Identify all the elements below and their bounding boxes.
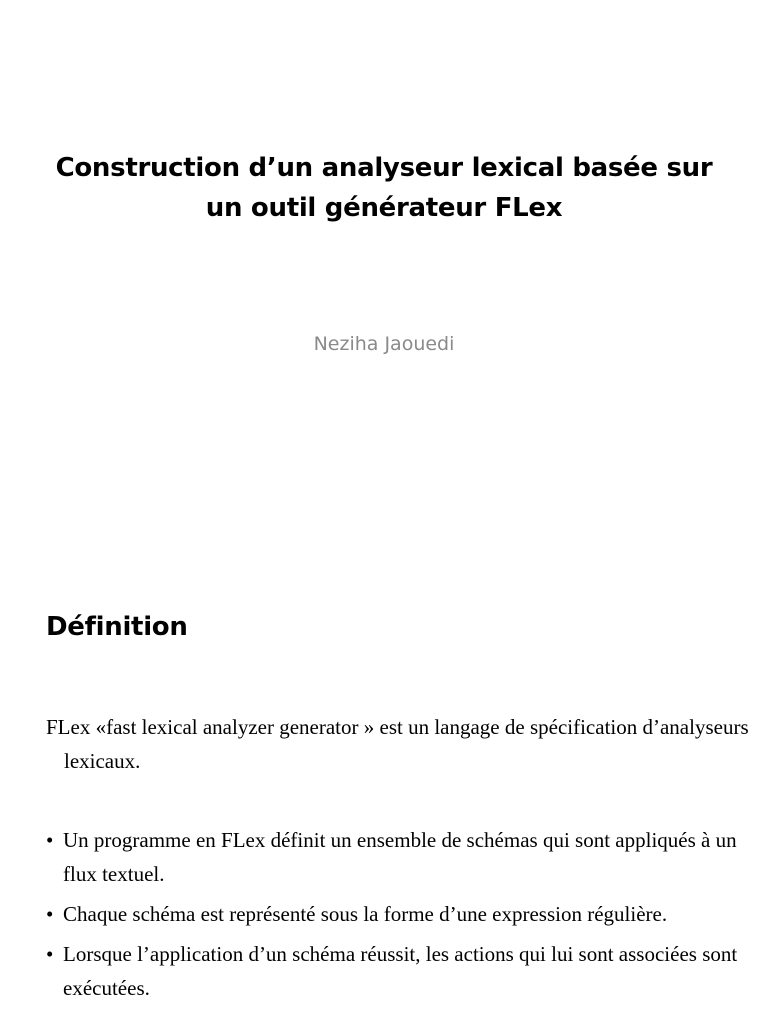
bullet-item [46,823,746,891]
slide-title [40,148,728,228]
bullet-item [46,897,746,931]
slide-title-line-1: Construction d’un analyseur lexical basée sur [55,153,713,183]
bullet-marker: • [46,828,54,852]
slide-title-line-2: un outil générateur FLex [205,193,563,223]
bullet-marker: • [46,902,54,926]
intro-paragraph: FLex «fast lexical analyzer generator » est un langage de spécification d’analyseurs lexicaux. [46,715,749,773]
section-heading-definition: Définition [46,612,188,642]
bullet-text: Un programme en FLex définit un ensemble de schémas qui sont appliqués à un flux textuel. [63,828,737,886]
bullet-marker: • [46,942,54,966]
bullet-item [46,937,746,1005]
bullet-text: Chaque schéma est représenté sous la forme d’une expression régulière. [63,902,668,926]
bullet-list [46,823,746,1011]
bullet-text: Lorsque l’application d’un schéma réussit, les actions qui lui sont associées sont exécutées. [63,942,738,1000]
slide-author: Neziha Jaouedi [313,333,455,355]
